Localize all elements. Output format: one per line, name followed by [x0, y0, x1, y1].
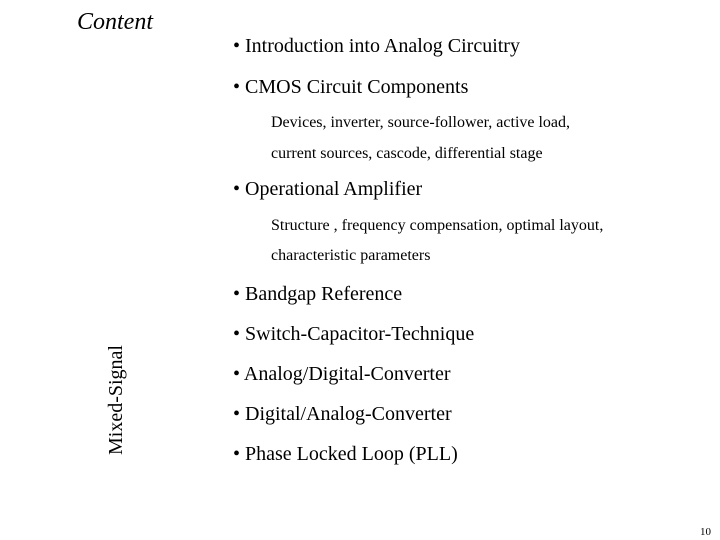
sub-item-current-sources: current sources, cascode, differential stage	[271, 145, 543, 162]
sub-item-devices: Devices, inverter, source-follower, active load,	[271, 114, 571, 131]
page-number: 10	[700, 526, 711, 538]
sub-item-characteristic-parameters: characteristic parameters	[271, 247, 431, 264]
bullet-operational-amplifier: • Operational Amplifier	[233, 178, 423, 200]
bullet-digital-analog-converter: • Digital/Analog-Converter	[233, 403, 452, 425]
sub-item-structure: Structure , frequency compensation, optimal layout,	[271, 217, 604, 234]
mixed-signal-label: Mixed-Signal	[105, 345, 127, 455]
bullet-analog-digital-converter: • Analog/Digital-Converter	[233, 363, 451, 385]
bullet-phase-locked-loop: • Phase Locked Loop (PLL)	[233, 443, 458, 465]
bullet-cmos-circuit-components: • CMOS Circuit Components	[233, 76, 469, 98]
bullet-introduction-analog-circuitry: • Introduction into Analog Circuitry	[233, 35, 520, 57]
slide-title: Content	[77, 9, 153, 35]
bullet-bandgap-reference: • Bandgap Reference	[233, 283, 403, 305]
bullet-switch-capacitor-technique: • Switch-Capacitor-Technique	[233, 323, 475, 345]
